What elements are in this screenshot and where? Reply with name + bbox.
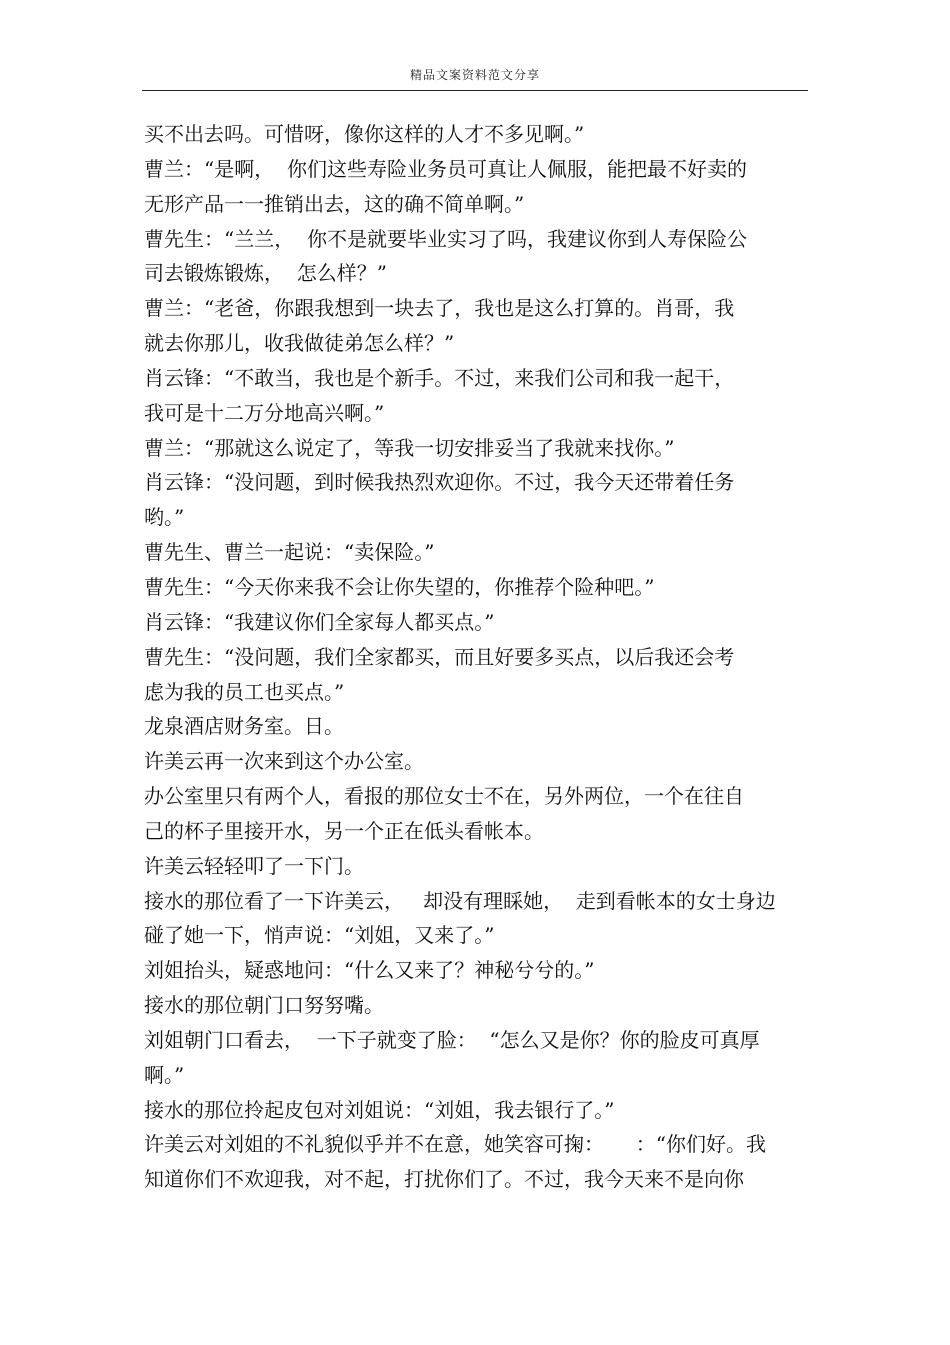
text-line: 接水的那位朝门口努努嘴。 [144,993,384,1018]
header-divider [142,90,808,91]
text-line: 曹兰：“老爸，你跟我想到一块去了，我也是这么打算的。肖哥，我 [144,296,735,321]
text-line: 肖云锋：“我建议你们全家每人都买点。” [144,609,495,634]
text-line: 无形产品一一推销出去，这的确不简单啊。” [144,191,525,216]
text-line: 就去你那儿，收我做徒弟怎么样？” [144,331,455,356]
text-line: 许美云对刘姐的不礼貌似乎并不在意，她笑容可掬： ：“你们好。我 [144,1132,767,1157]
text-line: 肖云锋：“没问题，到时候我热烈欢迎你。不过，我今天还带着任务 [144,470,735,495]
text-line: 哟。” [144,505,185,530]
document-body [144,117,824,1197]
text-line: 己的杯子里接开水，另一个正在低头看帐本。 [144,818,544,843]
text-line: 碰了她一下，悄声说：“刘姐，又来了。” [144,923,495,948]
text-line: 许美云轻轻叩了一下门。 [144,853,364,878]
text-line: 接水的那位拎起皮包对刘姐说：“刘姐，我去银行了。” [144,1097,615,1122]
text-line: 肖云锋：“不敢当，我也是个新手。不过，来我们公司和我一起干， [144,365,735,390]
text-line: 许美云再一次来到这个办公室。 [144,749,424,774]
text-line: 我可是十二万分地高兴啊。” [144,400,385,425]
text-line: 刘姐朝门口看去， 一下子就变了脸： “怎么又是你？你的脸皮可真厚 [144,1027,760,1052]
text-line: 啊。” [144,1062,185,1087]
text-line: 刘姐抬头，疑惑地问：“什么又来了？神秘兮兮的。” [144,958,595,983]
text-line: 曹先生：“没问题，我们全家都买，而且好要多买点，以后我还会考 [144,644,735,669]
text-line: 接水的那位看了一下许美云， 却没有理睬她， 走到看帐本的女士身边 [144,888,776,913]
text-line: 司去锻炼锻炼， 怎么样？” [144,261,387,286]
text-line: 曹兰：“是啊， 你们这些寿险业务员可真让人佩服，能把最不好卖的 [144,156,747,181]
text-line: 曹兰：“那就这么说定了，等我一切安排妥当了我就来找你。” [144,435,675,460]
text-line: 知道你们不欢迎我，对不起，打扰你们了。不过，我今天来不是向你 [144,1167,744,1192]
text-line: 买不出去吗。可惜呀，像你这样的人才不多见啊。” [144,122,585,146]
text-line: 办公室里只有两个人，看报的那位女士不在，另外两位，一个在往自 [144,784,744,809]
text-line: 虑为我的员工也买点。” [144,679,345,704]
text-line: 曹先生、曹兰一起说：“卖保险。” [144,540,435,565]
text-line: 曹先生：“兰兰， 你不是就要毕业实习了吗，我建议你到人寿保险公 [144,226,747,251]
text-line: 曹先生：“今天你来我不会让你失望的，你推荐个险种吧。” [144,574,655,599]
page-header: 精品文案资料范文分享 [409,68,540,82]
text-line: 龙泉酒店财务室。日。 [144,714,344,739]
